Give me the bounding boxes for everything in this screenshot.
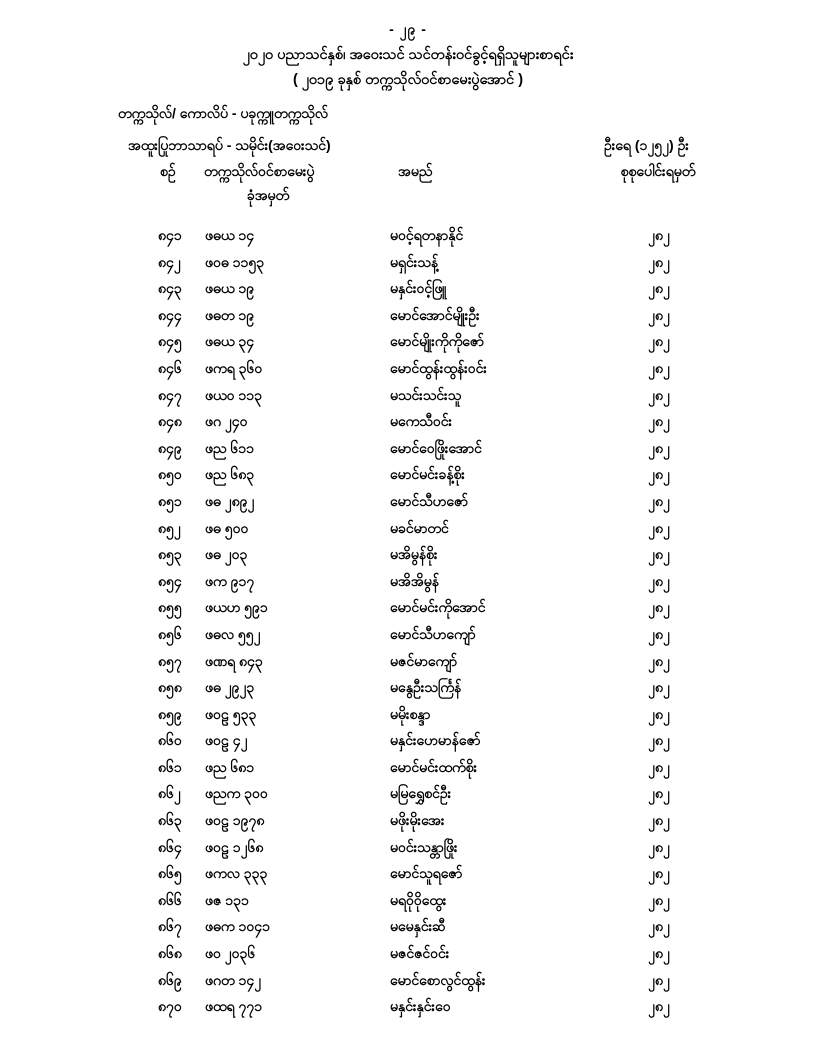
serial-cell: ၈၄၃: [158, 280, 182, 297]
serial-cell: ၈၄၄: [158, 306, 182, 323]
total-cell: ၂၈၂: [648, 812, 670, 829]
total-cell: ၂၈၂: [648, 865, 670, 882]
name-cell: မောင်မင်းထက်စိုး: [390, 758, 478, 775]
total-cell: ၂၈၂: [648, 971, 670, 988]
roll-cell: ဖထရ ၇၇၁: [205, 998, 263, 1015]
serial-cell: ၈၆၂: [158, 785, 181, 802]
total-cell: ၂၈၂: [648, 386, 670, 403]
serial-cell: ၈၄၆: [158, 359, 182, 376]
serial-cell: ၈၅၁: [158, 492, 182, 509]
roll-cell: ဖဝဠ ၁၉၇၈: [205, 812, 265, 829]
roll-cell: ဖဓက ၁၀၄၁: [205, 918, 270, 935]
roll-cell: ဖယဟ ၅၉၁: [205, 599, 268, 616]
serial-cell: ၈၅၆: [158, 625, 182, 642]
roll-cell: ဖဏရ ၈၄၃: [205, 652, 263, 669]
table-row: [158, 488, 718, 515]
total-cell: ၂၈၂: [648, 599, 670, 616]
roll-cell: ဖကလ ၃၃၃: [205, 865, 268, 882]
total-cell: ၂၈၂: [648, 625, 670, 642]
roll-cell: ဖက ၉၁၇: [205, 572, 255, 589]
roll-cell: ဖဝဠ ၁၂၆၈: [205, 838, 264, 855]
table-row: [158, 355, 718, 382]
roll-cell: ဖညက ၃၀၀: [205, 785, 268, 802]
serial-cell: ၈၄၉: [158, 439, 182, 456]
table-row: [158, 727, 718, 754]
table-row: [158, 834, 718, 861]
page-number: - ၂၉ -: [389, 21, 427, 37]
document-subtitle: ( ၂၀၁၉ ခုနှစ် တက္ကသိုလ်ဝင်စာမေးပွဲအောင် ): [292, 72, 524, 88]
roll-cell: ဖဝဠ ၅၃၃: [205, 705, 257, 722]
total-cell: ၂၈၂: [648, 679, 670, 696]
table-row: [158, 435, 718, 462]
table-row: [158, 754, 718, 781]
name-cell: မောင်သီဟဇော်: [390, 492, 469, 509]
name-cell: မကေသီဝင်း: [390, 413, 453, 430]
table-row: [158, 860, 718, 887]
roll-cell: ဖဓတ ၁၉: [205, 306, 255, 323]
table-row: [158, 568, 718, 595]
table-row: [158, 807, 718, 834]
name-cell: မအိမွန်စိုး: [390, 546, 438, 563]
total-cell: ၂၈၂: [648, 466, 670, 483]
results-table-body: [158, 222, 718, 1020]
total-cell: ၂၈၂: [648, 306, 670, 323]
table-row: [158, 621, 718, 648]
table-row: [158, 594, 718, 621]
roll-cell: ဖဝဠ ၄၂: [205, 732, 248, 749]
university-line: တက္ကသိုလ်/ ကောလိပ် - ပခုက္ကူတက္ကသိုလ်: [118, 105, 328, 121]
serial-cell: ၈၅၂: [158, 519, 181, 536]
serial-cell: ၈၄၁: [158, 227, 182, 243]
total-cell: ၂၈၂: [648, 546, 670, 563]
roll-cell: ဖည ၆၁၁: [205, 439, 255, 456]
serial-cell: ၈၅၇: [158, 652, 182, 669]
name-cell: မောင်ထွန်းထွန်းဝင်း: [390, 359, 487, 376]
serial-cell: ၈၆၇: [158, 918, 182, 935]
serial-cell: ၈၇၀: [158, 998, 182, 1015]
table-row: [158, 275, 718, 302]
subject-line: အထူးပြုဘာသာရပ် - သမိုင်း(အဝေးသင်): [128, 137, 331, 153]
total-cell: ၂၈၂: [648, 413, 670, 430]
total-cell: ၂၈၂: [648, 785, 670, 802]
table-row: [158, 887, 718, 914]
table-row: [158, 993, 718, 1020]
name-cell: မနှင်းနှင်းဝေ: [390, 998, 451, 1015]
student-count: ဦးရေ (၁၂၅၂) ဦး: [604, 137, 689, 153]
name-cell: မဇင်မာကျော်: [390, 652, 458, 669]
name-cell: မောင်ဝေဖြိုးအောင်: [390, 439, 482, 456]
serial-cell: ၈၅၉: [158, 705, 182, 722]
total-cell: ၂၈၂: [648, 253, 670, 270]
name-cell: မရှင်းသန့်: [390, 253, 439, 270]
name-cell: မောင်သူရဇော်: [390, 865, 463, 882]
serial-cell: ၈၄၅: [158, 333, 182, 350]
roll-cell: ဖကရ ၃၆၀: [205, 359, 263, 376]
total-cell: ၂၈၂: [648, 705, 670, 722]
roll-cell: ဖဓ ၂၈၉၂: [205, 492, 255, 509]
name-cell: မောင်သီဟကျော်: [390, 625, 476, 642]
total-cell: ၂၈၂: [648, 359, 670, 376]
roll-cell: ဖဓ ၂၀၃: [205, 546, 248, 563]
name-cell: မနွေဦးသင်္ကြန်: [390, 679, 462, 696]
serial-cell: ၈၅၈: [158, 679, 182, 696]
roll-cell: ဖဇ ၁၃၁: [205, 891, 249, 908]
roll-cell: ဖည ၆၈၃: [205, 466, 255, 483]
roll-cell: ဖဓယ ၁၉: [205, 280, 255, 297]
name-cell: မဝင့်ရတနာနိုင်: [390, 227, 464, 243]
column-header-total: စုစုပေါင်းရမှတ်: [620, 163, 696, 179]
total-cell: ၂၈၂: [648, 492, 670, 509]
column-header-name: အမည်: [398, 163, 433, 179]
table-row: [158, 515, 718, 542]
name-cell: မဖိုးမိုးအေး: [390, 812, 445, 829]
roll-cell: ဖဝဓ ၁၁၅၃: [205, 253, 265, 270]
roll-cell: ဖဓယ ၁၄: [205, 227, 255, 243]
column-header-roll-line1: တက္ကသိုလ်ဝင်စာမေးပွဲ: [204, 163, 315, 179]
roll-cell: ဖဓ ၂၉၂၃: [205, 679, 255, 696]
table-row: [158, 701, 718, 728]
roll-cell: ဖဂတ ၁၄၂: [205, 971, 262, 988]
column-header-roll-line2: ခုံအမှတ်: [246, 187, 290, 203]
serial-cell: ၈၆၃: [158, 812, 182, 829]
serial-cell: ၈၆၉: [158, 971, 182, 988]
total-cell: ၂၈၂: [648, 945, 670, 962]
name-cell: မရဝိုဝိုထွေး: [390, 891, 447, 908]
serial-cell: ၈၆၀: [158, 732, 182, 749]
name-cell: မမေနှင်းဆီ: [390, 918, 446, 935]
roll-cell: ဖဓယ ၃၄: [205, 333, 255, 350]
serial-cell: ၈၅၅: [158, 599, 182, 616]
roll-cell: ဖဓ ၅၀၀: [205, 519, 249, 536]
serial-cell: ၈၆၅: [158, 865, 182, 882]
roll-cell: ဖည ၆၈၁: [205, 758, 255, 775]
serial-cell: ၈၅၀: [158, 466, 182, 483]
table-row: [158, 940, 718, 967]
table-row: [158, 249, 718, 276]
serial-cell: ၈၆၁: [158, 758, 182, 775]
roll-cell: ဖဝ ၂၀၃၆: [205, 945, 256, 962]
serial-cell: ၈၄၂: [158, 253, 181, 270]
total-cell: ၂၈၂: [648, 652, 670, 669]
document-title: ၂၀၂၀ ပညာသင်နှစ်၊ အဝေးသင် သင်တန်းဝင်ခွင့်ရရှိသူများစာရင်း: [242, 47, 574, 63]
total-cell: ၂၈၂: [648, 572, 670, 589]
serial-cell: ၈၆၈: [158, 945, 182, 962]
table-row: [158, 382, 718, 409]
total-cell: ၂၈၂: [648, 519, 670, 536]
table-row: [158, 461, 718, 488]
roll-cell: ဖဓလ ၅၅၂: [205, 625, 261, 642]
total-cell: ၂၈၂: [648, 280, 670, 297]
total-cell: ၂၈၂: [648, 998, 670, 1015]
name-cell: မခင်မာတင်: [390, 519, 449, 536]
name-cell: မောင်အောင်မျိုးဦး: [390, 306, 480, 323]
name-cell: မနှင်းဟေမာန်ဇော်: [390, 732, 481, 749]
name-cell: မောင်မင်းကိုအောင်: [390, 599, 486, 616]
name-cell: မနှင်းဝင့်ဖြူ: [390, 280, 447, 297]
table-row: [158, 913, 718, 940]
serial-cell: ၈၆၄: [158, 838, 182, 855]
table-row: [158, 780, 718, 807]
name-cell: မမိုးစန္ဒာ: [390, 705, 431, 722]
table-row: [158, 967, 718, 994]
table-row: [158, 302, 718, 329]
table-row: [158, 674, 718, 701]
total-cell: ၂၈၂: [648, 333, 670, 350]
name-cell: မောင်မင်းခန့်စိုး: [390, 466, 465, 483]
serial-cell: ၈၅၃: [158, 546, 182, 563]
total-cell: ၂၈၂: [648, 838, 670, 855]
serial-cell: ၈၄၈: [158, 413, 182, 430]
column-header-serial: စဉ်: [160, 163, 176, 179]
total-cell: ၂၈၂: [648, 227, 670, 243]
name-cell: မအိအိမွန်: [390, 572, 439, 589]
table-row: [158, 648, 718, 675]
total-cell: ၂၈၂: [648, 758, 670, 775]
serial-cell: ၈၆၆: [158, 891, 182, 908]
roll-cell: ဖဂ ၂၄၀: [205, 413, 248, 430]
table-row: [158, 408, 718, 435]
name-cell: မမြရွှေစင်ဦး: [390, 785, 452, 802]
total-cell: ၂၈၂: [648, 918, 670, 935]
serial-cell: ၈၄၇: [158, 386, 182, 403]
name-cell: မောင်စောလွင်ထွန်း: [390, 971, 486, 988]
name-cell: မဝင်းသန္တာဖြိုး: [390, 838, 458, 855]
table-row: [158, 541, 718, 568]
name-cell: မောင်မျိုးကိုကိုဇော်: [390, 333, 484, 350]
total-cell: ၂၈၂: [648, 439, 670, 456]
roll-cell: ဖယဝ ၁၁၃: [205, 386, 262, 403]
name-cell: မဇင်ဇင်ဝင်း: [390, 945, 450, 962]
table-row: [158, 222, 718, 249]
table-row: [158, 328, 718, 355]
name-cell: မသင်းသင်းသူ: [390, 386, 462, 403]
total-cell: ၂၈၂: [648, 732, 670, 749]
serial-cell: ၈၅၄: [158, 572, 182, 589]
total-cell: ၂၈၂: [648, 891, 670, 908]
